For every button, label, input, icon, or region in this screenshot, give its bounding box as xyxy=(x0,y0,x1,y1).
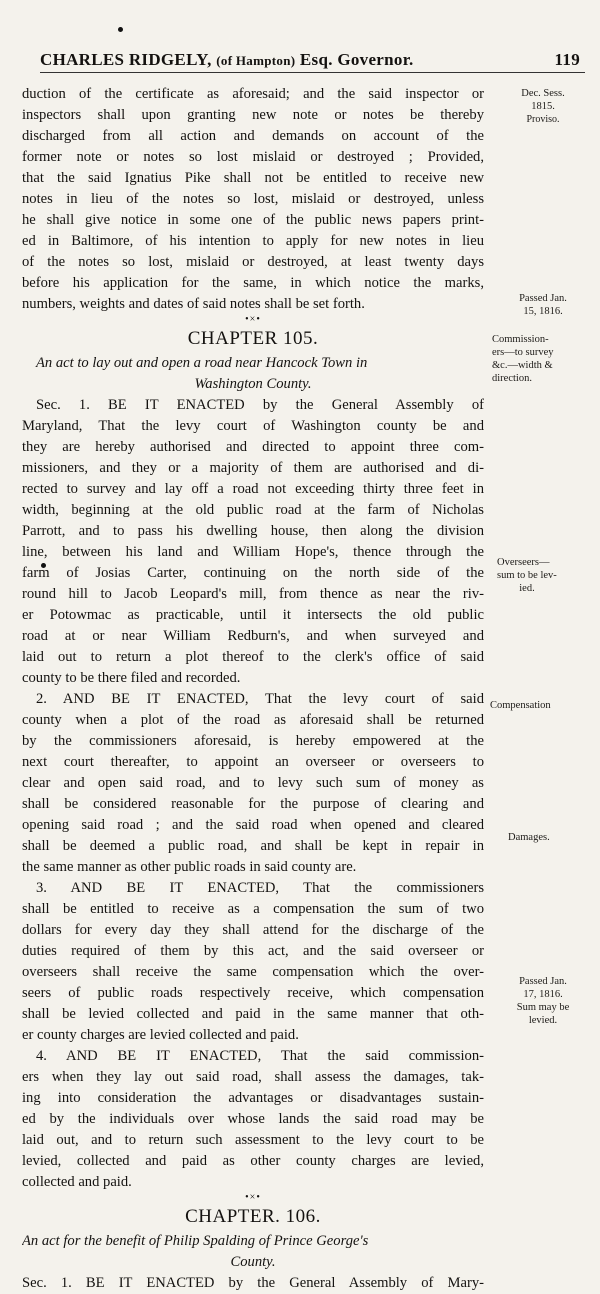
text-column xyxy=(22,84,484,1294)
text-line: ed in Baltimore, of his intention to apply for new notes in lieu xyxy=(22,233,484,249)
text-line: Parrott, and to pass his dwelling house, then along the division xyxy=(22,523,484,539)
text-line: road at or near William Redburn's, and when surveyed and xyxy=(22,628,484,644)
running-header xyxy=(40,50,580,70)
margin-commissioners-line: Commission- xyxy=(492,334,549,345)
text-line: 4. AND BE IT ENACTED, That the said commission- xyxy=(36,1048,484,1064)
margin-note-commissioners xyxy=(492,333,600,385)
margin-note-compensation: Compensation xyxy=(490,700,551,711)
margin-overseers-line: sum to be lev- xyxy=(497,570,557,581)
margin-passed-date: 15, 1816. xyxy=(523,306,563,317)
text-line: duties required of them by this act, and the said overseer or xyxy=(22,943,484,959)
ornament: •×• xyxy=(245,1192,261,1203)
margin-commissioners-line: &c.—width & xyxy=(492,360,553,371)
text-line: round hill to Jacob Leopard's mill, from thence as near the riv- xyxy=(22,586,484,602)
text-line: by the commissioners aforesaid, is hereby empowered at the xyxy=(22,733,484,749)
text-line: er county charges are levied collected and paid. xyxy=(22,1027,299,1043)
margin-year: 1815. xyxy=(531,101,555,112)
text-line: county to be there filed and recorded. xyxy=(22,670,241,686)
margin-note-passed-105 xyxy=(488,292,598,318)
margin-levied: levied. xyxy=(528,1015,558,1026)
margin-overseers-line: ied. xyxy=(519,583,535,594)
text-line: former note or notes so lost mislaid or destroyed ; Provided, xyxy=(22,149,484,165)
chapter-105-text xyxy=(22,395,484,1193)
ink-speck xyxy=(118,27,123,32)
text-line: numbers, weights and dates of said notes shall be set forth. xyxy=(22,296,365,312)
text-line: 2. AND BE IT ENACTED, That the levy court of said xyxy=(36,691,484,707)
margin-sum-may: Sum may be xyxy=(516,1002,570,1013)
continuation-paragraph xyxy=(22,84,484,315)
text-line: the same manner as other public roads in said county are. xyxy=(22,859,357,875)
text-line: line, between his land and William Hope's, thence through the xyxy=(22,544,484,560)
text-line: next court thereafter, to appoint an overseer or overseers to xyxy=(22,754,484,770)
text-line: width, beginning at the old public road at the farm of Nicholas xyxy=(22,502,484,518)
text-line: of the notes so lost, mislaid or destroyed, at least twenty days xyxy=(22,254,484,270)
text-line: ers when they lay out said road, shall assess the damages, tak- xyxy=(22,1069,484,1085)
text-line: clear and open said road, and to levy such sum of money as xyxy=(22,775,484,791)
margin-note-damages: Damages. xyxy=(508,832,550,843)
text-line: duction of the certificate as aforesaid; and the said inspector or xyxy=(22,86,484,102)
text-line: shall be levied collected and paid in the same manner that oth- xyxy=(22,1006,484,1022)
chapter-106-title: County. xyxy=(230,1254,276,1270)
header-title: Esq. Governor. xyxy=(299,50,414,69)
text-line: overseers shall receive the same compensation which the over- xyxy=(22,964,484,980)
margin-passed: Passed Jan. xyxy=(519,293,567,304)
margin-overseers-line: Overseers— xyxy=(497,557,550,568)
text-line: ing into consideration the advantages or disadvantages sustain- xyxy=(22,1090,484,1106)
text-line: farm of Josias Carter, continuing on the north side of the xyxy=(22,565,484,581)
text-line: he shall give notice in some one of the public news papers print- xyxy=(22,212,484,228)
text-line: Sec. 1. BE IT ENACTED by the General Assembly of xyxy=(36,397,484,413)
header-name: CHARLES RIDGELY, xyxy=(40,50,212,69)
text-line: they are hereby authorised and directed to appoint three com- xyxy=(22,439,484,455)
text-line: shall be considered reasonable for the purpose of clearing and xyxy=(22,796,484,812)
text-line: collected and paid. xyxy=(22,1174,132,1190)
text-line: laid out, and to return such assessment to the levy court to be xyxy=(22,1132,484,1148)
text-line: dollars for every day they shall attend for the discharge of the xyxy=(22,922,484,938)
text-line: opening said road ; and the said road when opened and cleared xyxy=(22,817,484,833)
text-line: Maryland, That the levy court of Washington county be and xyxy=(22,418,484,434)
header-rule xyxy=(40,72,585,73)
ornament: •×• xyxy=(245,314,261,325)
text-line: shall be deemed a public road, and shall be kept in repair in xyxy=(22,838,484,854)
text-line: seers of public roads respectively receive, which compensation xyxy=(22,985,484,1001)
chapter-105-title: Washington County. xyxy=(194,376,312,392)
text-line: missioners, and they or a majority of them are authorised and di- xyxy=(22,460,484,476)
text-line: er Potowmac as practicable, until it intersects the old public xyxy=(22,607,484,623)
text-line: rected to survey and lay off a road not exceeding thirty three feet in xyxy=(22,481,484,497)
text-line: 3. AND BE IT ENACTED, That the commissioners xyxy=(36,880,484,896)
text-line: that the said Ignatius Pike shall not be entitled to receive new xyxy=(22,170,484,186)
margin-commissioners-line: ers—to survey xyxy=(492,347,554,358)
chapter-106-title: An act for the benefit of Philip Spalding of Prince George's xyxy=(22,1233,369,1249)
margin-passed: Passed Jan. xyxy=(519,976,567,987)
text-line: shall be entitled to receive as a compensation the sum of two xyxy=(22,901,484,917)
chapter-105-title: An act to lay out and open a road near Hancock Town in xyxy=(36,355,368,371)
text-line: notes in lieu of the notes so lost, mislaid or destroyed, unless xyxy=(22,191,484,207)
text-line: ed by the individuals over whose lands the said road may be xyxy=(22,1111,484,1127)
text-line: discharged from all action and demands on account of the xyxy=(22,128,484,144)
text-line: before his application for the same, in which notice the marks, xyxy=(22,275,484,291)
text-line: county when a plot of the road as aforesaid shall be returned xyxy=(22,712,484,728)
margin-commissioners-line: direction. xyxy=(492,373,532,384)
text-line: Sec. 1. BE IT ENACTED by the General Assembly of Mary- xyxy=(22,1275,484,1291)
text-line: levied, collected and paid as other county charges are levied, xyxy=(22,1153,484,1169)
text-line: inspectors shall upon granting new note or notes be thereby xyxy=(22,107,484,123)
margin-note-session xyxy=(488,87,598,126)
margin-passed-date: 17, 1816. xyxy=(523,989,563,1000)
margin-proviso: Proviso. xyxy=(526,114,560,125)
header-of-hampton: (of Hampton) xyxy=(216,53,296,68)
page-number: 119 xyxy=(554,50,580,69)
chapter-105-heading: CHAPTER 105. xyxy=(187,328,319,349)
margin-note-passed-106 xyxy=(488,975,598,1027)
chapter-106-heading: CHAPTER. 106. xyxy=(185,1206,321,1227)
margin-note-overseers xyxy=(497,556,600,595)
margin-dec-sess: Dec. Sess. xyxy=(521,88,565,99)
text-line: laid out to return a plot thereof to the clerk's office of said xyxy=(22,649,484,665)
